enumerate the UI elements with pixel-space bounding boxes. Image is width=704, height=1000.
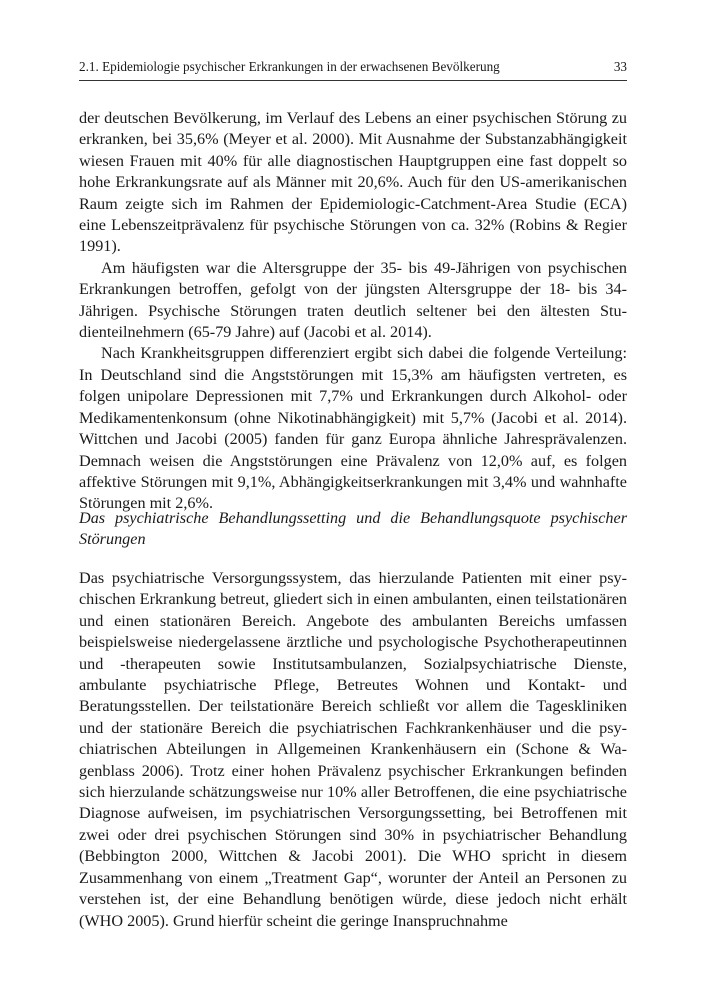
paragraph: der deutschen Bevölkerung, im Verlauf des Lebens an einer psychischen Störung zu erkranken, bei 35,6% (Meyer et al. 2000). Mit Ausnahme der Substanzabhängigkeit wiesen Frauen mit 40% für alle diagnostischen Hauptgruppen eine fast doppelt so hohe Erkrankungsrate auf als Männer mit 20,6%. Auch für den US-amerikanischen Raum zeigte sich im Rahmen der Epidemiologic-Catchment-Area Studie (ECA) eine Lebenszeitprävalenz für psychische Störungen von ca. 32% (Robins & Regier 1991). xyxy=(79,109,627,256)
body-text-top xyxy=(79,108,627,515)
paragraph: Nach Krankheitsgruppen differenziert ergibt sich dabei die folgende Verteilung: In Deutschland sind die Angststörungen mit 15,3% am häufigsten vertreten, es folgen unipolare Depressionen mit 7,7% und Erkrankungen durch Alkohol- oder Medikamentenkonsum (ohne Nikotinabhängigkeit) mit 5,7% (Jacobi et al. 2014). Wittchen und Jacobi (2005) fanden für ganz Europa ähnliche Jahresprävalenzen. Demnach weisen die Angststörungen eine Prävalenz von 12,0% auf, es folgen affektive Störungen mit 9,1%, Abhängigkeitserkrankungen mit 3,4% und wahnhafte Störungen mit 2,6%. xyxy=(79,344,627,513)
section-heading: Das psychiatrische Behandlungssetting und die Behandlungsquote psychischer Störungen xyxy=(79,509,627,549)
paragraph: Am häufigsten war die Altersgruppe der 35- bis 49-Jährigen von psychischen Erkrankungen betroffen, gefolgt von der jüngsten Altersgruppe der 18- bis 34-Jährigen. Psychische Störungen traten deutlich seltener bei den ältesten Studienteilnehmern (65-79 Jahre) auf (Jacobi et al. 2014). xyxy=(79,258,627,342)
running-header xyxy=(79,58,627,81)
running-head-title: 2.1. Epidemiologie psychischer Erkrankungen in der erwachsenen Bevölkerung xyxy=(79,59,500,74)
paragraph: Das psychiatrische Versorgungssystem, das hierzulande Patienten mit einer psychischen Erkrankung betreut, gliedert sich in einen ambulanten, einen teilstationären und einen stationären Bereich. Angebote des ambulanten Bereichs umfassen beispielsweise niedergelassene ärztliche und psychologische Psychotherapeutinnen und -therapeuten sowie Institutsambulanzen, Sozialpsychiatrische Dienste, ambulante psychiatrische Pflege, Betreutes Wohnen und Kontakt- und Beratungsstellen. Der teilstationäre Bereich schließt vor allem die Tageskliniken und der stationäre Bereich die psychiatrischen Fachkrankenhäuser und die psychiatrischen Abteilungen in Allgemeinen Krankenhäusern ein (Schone & Wagenblass 2006). Trotz einer hohen Prävalenz psychischer Erkrankungen befinden sich hierzulande schätzungsweise nur 10% aller Betroffenen, die eine psychiatrische Diagnose aufweisen, im psychiatrischen Versorgungssetting, bei Betroffenen mit zwei oder drei psychischen Störungen sind 30% in psychiatrischer Behandlung (Bebbington 2000, Wittchen & Jacobi 2001). Die WHO spricht in diesem Zusammenhang von einem „Treatment Gap“, worunter der Anteil an Personen zu verstehen ist, der eine Behandlung benötigen würde, diese jedoch nicht erhält (WHO 2005). Grund hierfür scheint die geringe Inanspruchnahme xyxy=(79,569,627,930)
body-text-bottom xyxy=(79,568,627,932)
page-number: 33 xyxy=(613,59,627,74)
